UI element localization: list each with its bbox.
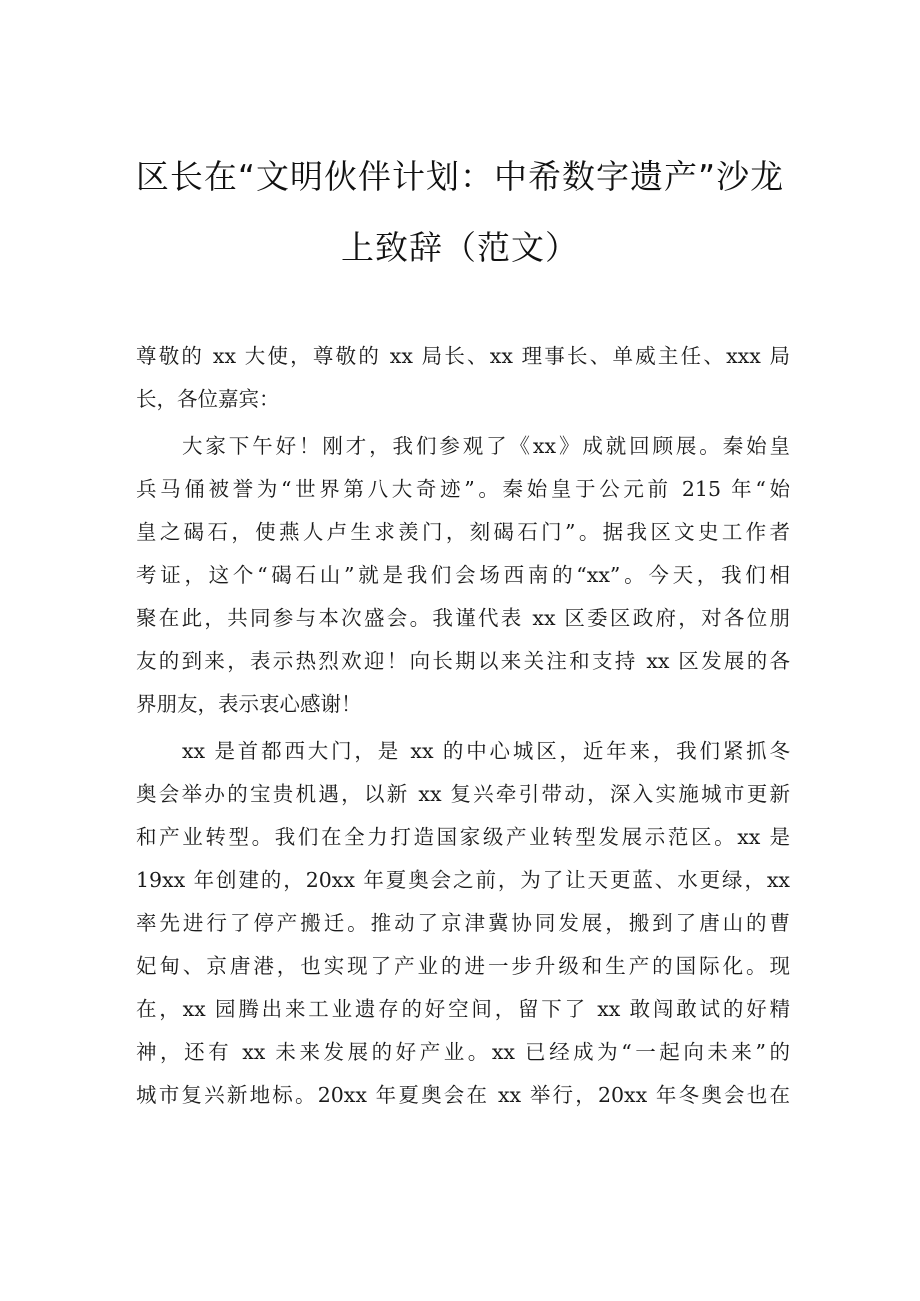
document-title-line-1: 区长在“文明伙伴计划：中希数字遗产”沙龙 <box>135 157 785 196</box>
paragraph-line: 友的到来，表示热烈欢迎！向长期以来关注和支持 xx 区发展的各 <box>136 649 790 673</box>
paragraph-line: 神，还有 xx 未来发展的好产业。xx 已经成为“一起向未来”的 <box>136 1040 790 1064</box>
paragraph-line: 考证，这个“碣石山”就是我们会场西南的“xx”。今天，我们相 <box>136 563 790 587</box>
salutation-line: 长，各位嘉宾： <box>136 387 280 411</box>
paragraph-line: 兵马俑被誉为“世界第八大奇迹”。秦始皇于公元前 215 年“始 <box>136 477 790 501</box>
paragraph-line: 和产业转型。我们在全力打造国家级产业转型发展示范区。xx 是 <box>136 825 790 849</box>
paragraph-line: 聚在此，共同参与本次盛会。我谨代表 xx 区委区政府，对各位朋 <box>136 606 790 630</box>
paragraph-line: 在，xx 园腾出来工业遗存的好空间，留下了 xx 敢闯敢试的好精 <box>136 997 790 1021</box>
paragraph-line: 界朋友，表示衷心感谢！ <box>136 692 362 716</box>
paragraph-line: 率先进行了停产搬迁。推动了京津冀协同发展，搬到了唐山的曹 <box>136 911 790 935</box>
paragraph-line: 奥会举办的宝贵机遇，以新 xx 复兴牵引带动，深入实施城市更新 <box>136 782 790 806</box>
paragraph-line: 大家下午好！刚才，我们参观了《xx》成就回顾展。秦始皇 <box>182 434 790 458</box>
paragraph-line: 妃甸、京唐港，也实现了产业的进一步升级和生产的国际化。现 <box>136 954 790 978</box>
paragraph-line: 皇之碣石，使燕人卢生求羡门，刻碣石门”。据我区文史工作者 <box>136 520 790 544</box>
salutation-line: 尊敬的 xx 大使，尊敬的 xx 局长、xx 理事长、单威主任、xxx 局 <box>136 344 790 368</box>
paragraph-line: 19xx 年创建的，20xx 年夏奥会之前，为了让天更蓝、水更绿，xx <box>136 868 790 892</box>
paragraph-line: 城市复兴新地标。20xx 年夏奥会在 xx 举行，20xx 年冬奥会也在 <box>136 1083 790 1107</box>
paragraph-line: xx 是首都西大门，是 xx 的中心城区，近年来，我们紧抓冬 <box>182 739 790 763</box>
document-title-line-2: 上致辞（范文） <box>341 228 579 267</box>
